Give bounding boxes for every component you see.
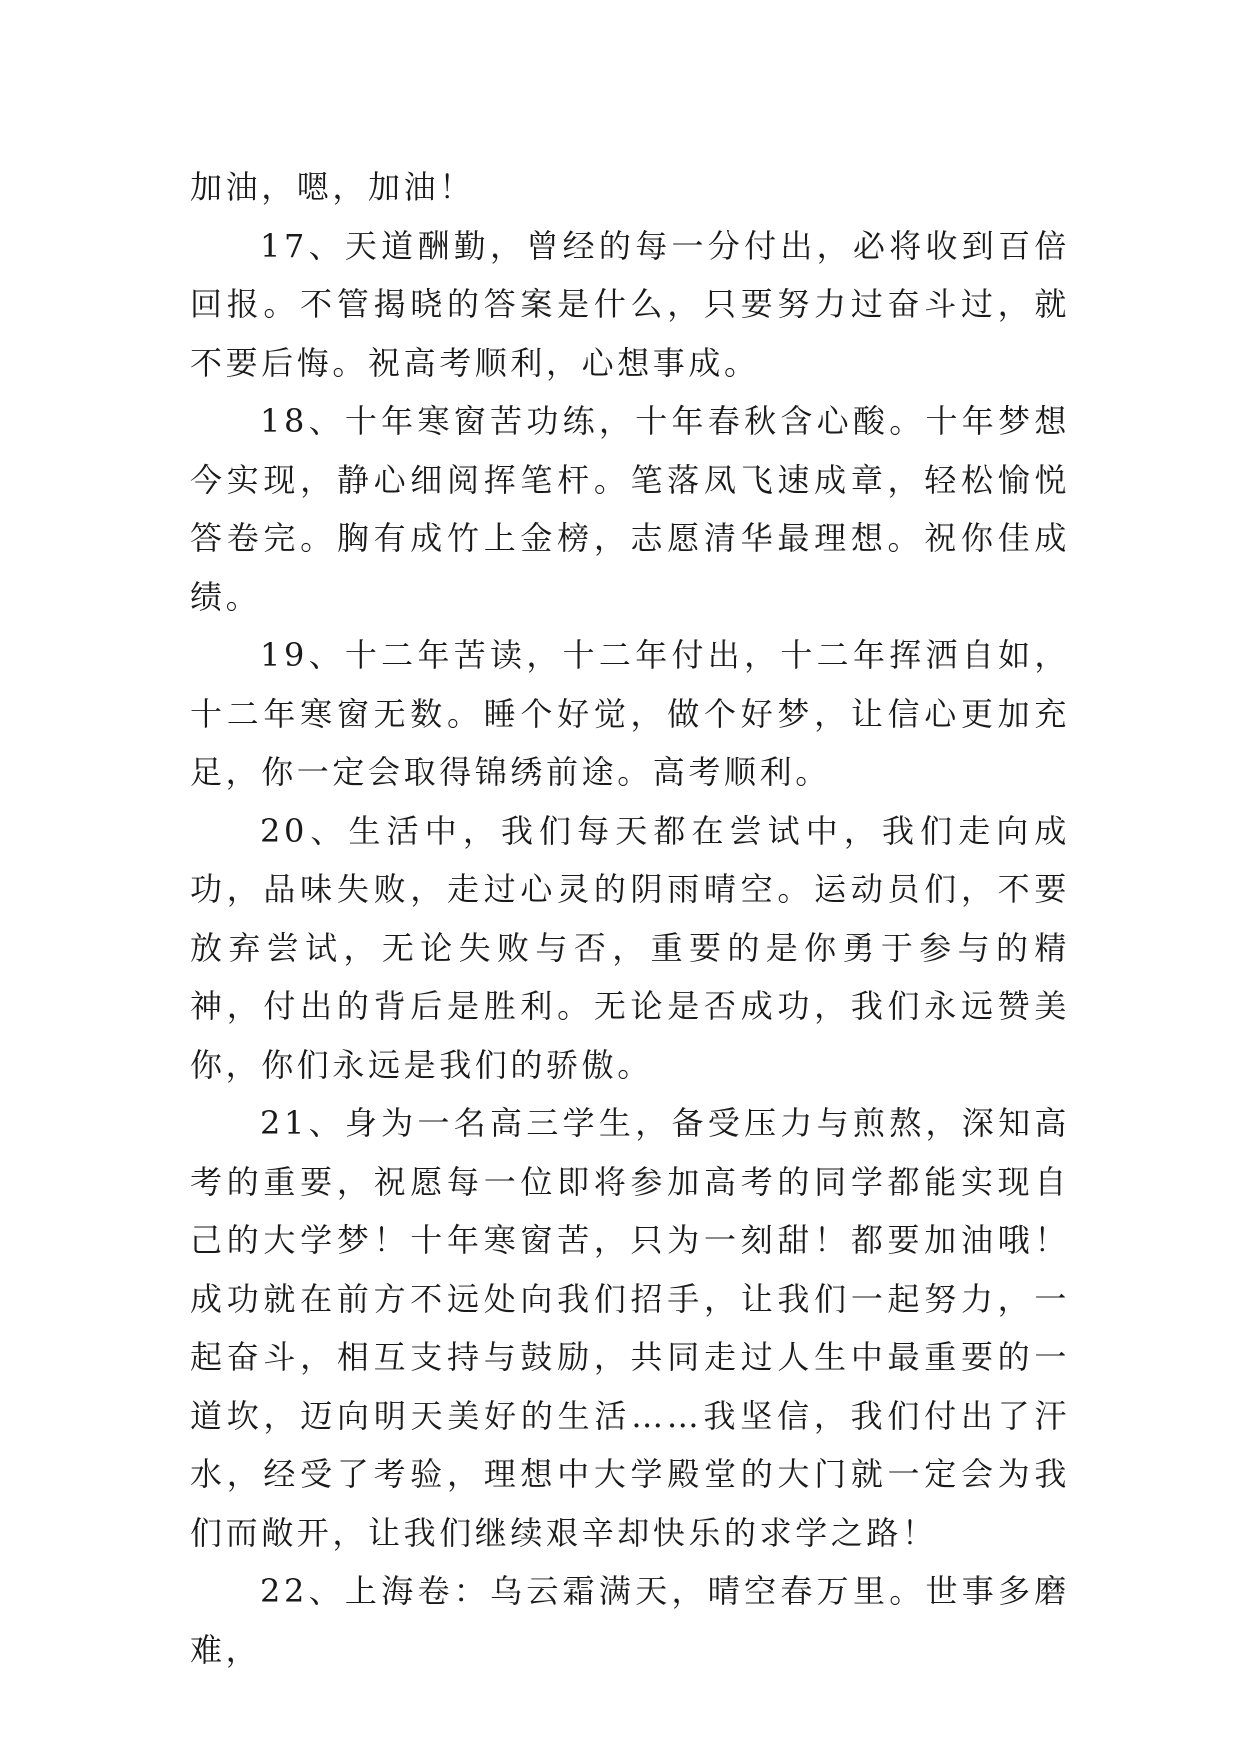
paragraph-19: 19、十二年苦读，十二年付出，十二年挥洒自如，十二年寒窗无数。睡个好觉，做个好梦，让信心更加充足，你一定会取得锦绣前途。高考顺利。 bbox=[190, 636, 1070, 791]
paragraph-20: 20、生活中，我们每天都在尝试中，我们走向成功，品味失败，走过心灵的阴雨晴空。运动员们，不要放弃尝试，无论失败与否，重要的是你勇于参与的精神，付出的背后是胜利。无论是否成功，我们永远赞美你，你们永远是我们的骄傲。 bbox=[190, 811, 1070, 1084]
paragraph-22: 22、上海卷：乌云霜满天，晴空春万里。世事多磨难， bbox=[190, 1572, 1070, 1669]
paragraph-21: 21、身为一名高三学生，备受压力与煎熬，深知高考的重要，祝愿每一位即将参加高考的同学都能实现自己的大学梦！十年寒窗苦，只为一刻甜！都要加油哦！成功就在前方不远处向我们招手，让我们一起努力，一起奋斗，相互支持与鼓励，共同走过人生中最重要的一道坎，迈向明天美好的生活……我坚信，我们付出了汗水，经受了考验，理想中大学殿堂的大门就一定会为我们而敞开，让我们继续艰辛却快乐的求学之路！ bbox=[190, 1104, 1070, 1552]
paragraph-continuation: 加油，嗯，加油！ bbox=[190, 168, 475, 206]
document-page bbox=[190, 158, 1070, 1679]
paragraph-17: 17、天道酬勤，曾经的每一分付出，必将收到百倍回报。不管揭晓的答案是什么，只要努力过奋斗过，就不要后悔。祝高考顺利，心想事成。 bbox=[190, 226, 1070, 382]
paragraph-18: 18、十年寒窗苦功练，十年春秋含心酸。十年梦想今实现，静心细阅挥笔杆。笔落凤飞速成章，轻松愉悦答卷完。胸有成竹上金榜，志愿清华最理想。祝你佳成绩。 bbox=[190, 402, 1070, 616]
